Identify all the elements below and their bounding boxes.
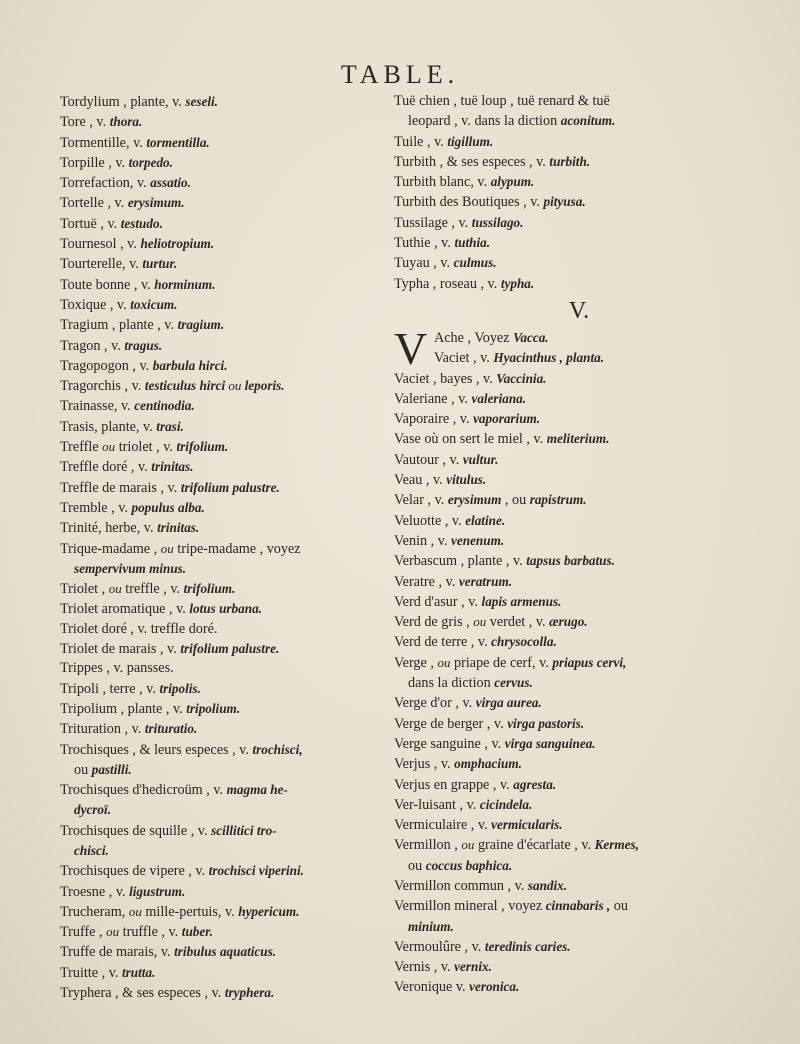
- latin-term: populus alba.: [131, 499, 205, 515]
- index-entry: [60, 214, 382, 234]
- latin-term: vernix.: [454, 959, 492, 975]
- latin-term: horminum.: [154, 276, 216, 292]
- index-entry: [434, 328, 764, 348]
- entry-text: Typha , roseau , v.: [394, 275, 501, 292]
- index-entry: [394, 233, 764, 253]
- entry-text: Verd de terre , v.: [394, 634, 492, 651]
- entry-text: verdet , v.: [486, 614, 550, 631]
- latin-term: typha.: [500, 275, 535, 291]
- index-entry: [60, 356, 382, 376]
- latin-term: tapsus barbatus.: [526, 553, 615, 569]
- conjunction: ou: [461, 837, 475, 853]
- entry-text: Trochisques d'hedicroüm , v.: [60, 782, 227, 799]
- index-entry: [394, 572, 764, 592]
- latin-term: Kermes,: [594, 837, 639, 853]
- entry-text: Verge ,: [394, 654, 438, 671]
- entry-text: Vaciet , v.: [434, 350, 494, 367]
- latin-term: chrysocolla.: [491, 634, 557, 650]
- latin-term: trifolium palustre.: [180, 641, 280, 657]
- entry-text: Torpille , v.: [60, 154, 129, 171]
- entry-text: Turbith blanc, v.: [394, 174, 491, 191]
- index-entry: [60, 599, 382, 619]
- entry-text: Venin , v.: [394, 532, 452, 549]
- latin-term: trochisci,: [252, 741, 303, 757]
- latin-term: tormentilla.: [146, 134, 210, 150]
- index-entry: [60, 821, 382, 841]
- entry-text: Vermillon commun , v.: [394, 877, 528, 894]
- entry-text: Tournesol , v.: [60, 236, 141, 253]
- entry-text: ou: [610, 898, 628, 915]
- latin-term: hypericum.: [238, 903, 300, 919]
- index-entry: [394, 632, 764, 652]
- latin-term: erysimum.: [127, 195, 185, 211]
- entry-text: Troesne , v.: [60, 883, 130, 900]
- entry-text: mille-pertuis, v.: [141, 903, 239, 920]
- index-entry: [394, 111, 764, 131]
- entry-text: Truffe de marais, v.: [60, 944, 175, 961]
- entry-text: Toute bonne , v.: [60, 276, 155, 293]
- latin-term: tigillum.: [447, 133, 494, 149]
- index-entry: [394, 815, 764, 835]
- entry-text: Trucheram,: [60, 903, 129, 920]
- entry-text: graine d'écarlate , v.: [474, 837, 595, 854]
- index-entry: [60, 861, 382, 881]
- right-bottom-list: [394, 369, 764, 998]
- latin-term: omphacium.: [454, 756, 522, 772]
- entry-text: Tremble , v.: [60, 499, 132, 516]
- conjunction: ou: [160, 540, 174, 556]
- latin-term: agresta.: [513, 776, 557, 792]
- latin-term: veronica.: [469, 979, 520, 995]
- index-entry: [394, 152, 764, 172]
- index-entry: [60, 539, 382, 559]
- right-top-list: [394, 92, 764, 294]
- latin-term: sempervivum minus.: [74, 560, 187, 576]
- conjunction: ou: [225, 378, 245, 394]
- index-entry: [60, 760, 382, 780]
- latin-term: torpedo.: [128, 154, 173, 170]
- index-entry: [394, 775, 764, 795]
- latin-term: trifolium.: [183, 581, 236, 597]
- index-entry: [394, 917, 764, 937]
- entry-text: Verge sanguine , v.: [394, 735, 505, 752]
- latin-term: chisci.: [74, 842, 109, 858]
- index-entry: [394, 132, 764, 152]
- latin-term: veratrum.: [458, 573, 512, 589]
- latin-term: trasi.: [156, 418, 184, 434]
- latin-term: barbula hirci.: [152, 357, 228, 373]
- entry-text: Vermiculaire , v.: [394, 817, 492, 834]
- index-entry: [60, 92, 382, 112]
- latin-term: tryphera.: [224, 985, 275, 1001]
- latin-term: tuber.: [181, 924, 213, 940]
- index-entry: [394, 253, 764, 273]
- entry-text: Triolet ,: [60, 581, 109, 598]
- entry-text: Trasis, plante, v.: [60, 418, 157, 435]
- entry-text: Tuyau , v.: [394, 255, 454, 272]
- index-entry: [60, 800, 382, 820]
- index-entry: [394, 470, 764, 490]
- entry-text: Tordylium , plante, v.: [60, 94, 186, 110]
- entry-text: Tuthie , v.: [394, 235, 455, 252]
- index-entry: [60, 153, 382, 173]
- latin-term: alypum.: [490, 174, 535, 190]
- index-entry: [60, 133, 382, 153]
- latin-term: turtur.: [142, 256, 178, 272]
- index-entry: [60, 942, 382, 962]
- entry-text: Veluotte , v.: [394, 512, 466, 529]
- dropcap-block: [394, 322, 764, 374]
- latin-term: culmus.: [453, 255, 497, 271]
- conjunction: ou: [473, 614, 487, 630]
- index-entry: [394, 795, 764, 815]
- index-entry: [60, 193, 382, 213]
- index-entry: [60, 922, 382, 942]
- latin-term: testiculus hirci: [144, 378, 226, 394]
- latin-term: Hyacinthus , planta.: [493, 350, 605, 366]
- latin-term: lapis armenus.: [481, 593, 562, 609]
- index-entry: [394, 592, 764, 612]
- index-entry: [394, 551, 764, 571]
- entry-text: Tripolium , plante , v.: [60, 700, 187, 717]
- entry-text: Tortuë , v.: [60, 215, 121, 232]
- entry-text: Trochisques , & leurs especes , v.: [60, 741, 253, 758]
- latin-term: Vacca.: [513, 329, 549, 345]
- latin-term: cinnabaris ,: [545, 898, 611, 914]
- entry-text: Vermillon ,: [394, 837, 462, 854]
- entry-text: Vaporaire , v.: [394, 411, 474, 428]
- entry-text: Vermoulûre , v.: [394, 938, 485, 955]
- entry-text: Verd de gris ,: [394, 614, 474, 631]
- index-entry: [60, 620, 382, 639]
- index-entry: [60, 275, 382, 295]
- entry-text: Verd d'asur , v.: [394, 593, 482, 610]
- entry-text: Trippes , v. pansses.: [60, 660, 174, 677]
- latin-term: trutta.: [122, 964, 156, 980]
- latin-term: toxicum.: [130, 296, 178, 312]
- section-heading-v: V.: [568, 297, 590, 324]
- latin-term: cicindela.: [479, 796, 533, 812]
- entry-text: Tortelle , v.: [60, 195, 128, 212]
- page-title: TABLE.: [340, 60, 460, 89]
- entry-text: Velar , v.: [394, 492, 448, 509]
- conjunction: ou: [106, 924, 120, 940]
- entry-text: leopard , v. dans la diction: [408, 113, 561, 130]
- entry-text: Tragium , plante , v.: [60, 317, 178, 334]
- latin-term: rapistrum.: [529, 492, 587, 508]
- entry-text: Triolet aromatique , v.: [60, 601, 190, 618]
- index-entry: [394, 192, 764, 212]
- entry-text: , ou: [501, 492, 530, 509]
- latin-term: tragus.: [124, 337, 163, 353]
- index-entry: [60, 315, 382, 335]
- latin-term: trochisci viperini.: [208, 863, 304, 879]
- index-entry: [60, 559, 382, 579]
- dropcap-list: [434, 328, 764, 369]
- entry-text: Tuile , v.: [394, 133, 448, 150]
- index-entry: [394, 531, 764, 551]
- latin-term: coccus baphica.: [425, 857, 513, 873]
- dropcap-letter: V: [394, 322, 428, 374]
- index-entry: [60, 457, 382, 477]
- latin-term: virga aurea.: [475, 695, 542, 711]
- index-entry: [394, 172, 764, 192]
- latin-term: trifolium.: [176, 439, 229, 455]
- entry-text: Vernis , v.: [394, 959, 455, 976]
- entry-text: Trochisques de vipere , v.: [60, 863, 209, 880]
- latin-term: trifolium palustre.: [180, 479, 280, 495]
- entry-text: Trique-madame ,: [60, 540, 161, 557]
- latin-term: Vaccinia.: [496, 370, 547, 386]
- latin-term: cervus.: [494, 675, 533, 691]
- index-entry: [60, 882, 382, 902]
- entry-text: Ache , Voyez: [434, 329, 514, 346]
- index-entry: [60, 376, 382, 396]
- index-entry: [394, 673, 764, 693]
- index-entry: [394, 612, 764, 632]
- index-entry: [394, 450, 764, 470]
- index-entry: [60, 478, 382, 498]
- latin-term: trinitas.: [157, 520, 200, 536]
- index-entry: [394, 213, 764, 233]
- entry-text: Torrefaction, v.: [60, 175, 151, 192]
- index-entry: [394, 490, 764, 510]
- entry-text: Truffe ,: [60, 924, 107, 941]
- index-entry: [60, 417, 382, 437]
- entry-text: Tryphera , & ses especes , v.: [60, 985, 225, 1002]
- entry-text: Verge d'or , v.: [394, 695, 476, 712]
- index-entry: [60, 234, 382, 254]
- latin-term: tripolium.: [186, 700, 241, 716]
- entry-text: Verjus , v.: [394, 756, 455, 773]
- conjunction: ou: [437, 654, 451, 670]
- entry-text: Valeriane , v.: [394, 390, 472, 407]
- entry-text: Triolet doré , v. treffle doré.: [60, 620, 218, 637]
- index-entry: [60, 780, 382, 800]
- latin-term: centinodia.: [134, 398, 195, 414]
- entry-text: treffle , v.: [121, 581, 184, 598]
- index-entry: [394, 896, 764, 916]
- index-entry: [394, 957, 764, 977]
- index-entry: [60, 679, 382, 699]
- entry-text: Tripoli , terre , v.: [60, 680, 160, 697]
- latin-term: turbith.: [549, 153, 591, 169]
- entry-text: Tore , v.: [60, 114, 110, 131]
- index-entry: [394, 653, 764, 673]
- index-entry: [60, 173, 382, 193]
- latin-term: seseli.: [185, 94, 218, 109]
- latin-term: valeriana.: [471, 390, 527, 406]
- latin-term: virga sanguinea.: [504, 735, 596, 751]
- latin-term: lotus urbana.: [189, 601, 262, 617]
- conjunction: ou: [108, 581, 122, 597]
- entry-text: Triolet de marais , v.: [60, 641, 181, 658]
- latin-term: vitulus.: [446, 472, 487, 488]
- latin-term: leporis.: [244, 378, 285, 394]
- index-entry: [60, 639, 382, 659]
- entry-text: Turbith des Boutiques , v.: [394, 194, 544, 211]
- latin-term: thora.: [109, 114, 143, 130]
- entry-text: Vase où on sert le miel , v.: [394, 431, 547, 448]
- latin-term: tragium.: [177, 317, 225, 333]
- latin-term: scillitici tro-: [211, 822, 277, 838]
- index-entry: [394, 714, 764, 734]
- entry-text: ou: [408, 857, 426, 874]
- latin-term: pastilli.: [91, 761, 132, 777]
- entry-text: Vaciet , bayes , v.: [394, 370, 497, 387]
- index-entry: [60, 699, 382, 719]
- entry-text: Tragon , v.: [60, 337, 125, 354]
- index-entry: [60, 396, 382, 416]
- latin-term: meliterium.: [546, 431, 610, 447]
- index-entry: [394, 937, 764, 957]
- index-entry: [394, 977, 764, 997]
- index-entry: [60, 963, 382, 983]
- latin-term: tuthia.: [454, 235, 491, 251]
- index-entry: [60, 841, 382, 861]
- entry-text: Tourterelle, v.: [60, 256, 143, 273]
- latin-term: teredinis caries.: [484, 938, 571, 954]
- index-entry: [60, 112, 382, 132]
- index-entry: [434, 348, 764, 368]
- index-entry: [60, 902, 382, 922]
- latin-term: vaporarium.: [473, 411, 541, 427]
- conjunction: ou: [102, 439, 116, 455]
- index-entry: [60, 579, 382, 599]
- index-entry: [394, 274, 764, 294]
- entry-text: truffle , v.: [119, 924, 182, 941]
- index-entry: [394, 876, 764, 896]
- index-entry: [394, 92, 764, 111]
- latin-term: priapus cervi,: [552, 654, 627, 670]
- entry-text: Veratre , v.: [394, 573, 459, 590]
- latin-term: heliotropium.: [140, 236, 215, 252]
- index-entry: [60, 254, 382, 274]
- latin-term: magma he-: [226, 782, 288, 798]
- index-entry: [60, 719, 382, 739]
- entry-text: triolet , v.: [115, 439, 177, 456]
- entry-text: Verjus en grappe , v.: [394, 776, 514, 793]
- entry-text: Vautour , v.: [394, 451, 463, 468]
- entry-text: Toxique , v.: [60, 296, 131, 313]
- index-entry: [394, 409, 764, 429]
- entry-text: Trainasse, v.: [60, 398, 135, 415]
- latin-term: virga pastoris.: [507, 715, 585, 731]
- entry-text: Veau , v.: [394, 472, 447, 489]
- index-entry: [394, 856, 764, 876]
- latin-term: tribulus aquaticus.: [174, 944, 277, 960]
- entry-text: Vermillon mineral , voyez: [394, 898, 546, 915]
- entry-text: tripe-madame , voyez: [173, 540, 301, 557]
- latin-term: aconitum.: [560, 113, 616, 129]
- entry-text: Turbith , & ses especes , v.: [394, 153, 550, 170]
- index-entry: [394, 734, 764, 754]
- entry-text: Treffle doré , v.: [60, 459, 152, 476]
- latin-term: testudo.: [120, 215, 163, 231]
- index-entry: [60, 518, 382, 538]
- left-column: [60, 92, 382, 1003]
- right-column: [394, 92, 764, 998]
- index-entry: [394, 754, 764, 774]
- entry-text: dans la diction: [408, 675, 495, 692]
- latin-term: dycroï.: [74, 802, 111, 818]
- entry-text: Tuë chien , tuë loup , tuë renard & tuë: [394, 93, 610, 109]
- entry-text: Truitte , v.: [60, 964, 123, 981]
- entry-text: Trituration , v.: [60, 721, 145, 738]
- latin-term: vultur.: [462, 451, 499, 467]
- entry-text: Treffle de marais , v.: [60, 479, 181, 496]
- index-entry: [60, 740, 382, 760]
- index-entry: [60, 336, 382, 356]
- latin-term: tripolis.: [159, 680, 201, 696]
- entry-text: Veronique v.: [394, 979, 470, 996]
- entry-text: Tormentille, v.: [60, 134, 147, 151]
- latin-term: tussilago.: [471, 214, 524, 230]
- entry-text: Tragorchis , v.: [60, 378, 145, 395]
- latin-term: erysimum: [447, 492, 502, 508]
- latin-term: elatine.: [465, 512, 506, 528]
- entry-text: Tragopogon , v.: [60, 357, 153, 374]
- entry-text: Trochisques de squille , v.: [60, 822, 212, 839]
- index-entry: [394, 369, 764, 389]
- index-entry: [60, 295, 382, 315]
- entry-text: Tussilage , v.: [394, 214, 472, 231]
- index-entry: [394, 511, 764, 531]
- latin-term: ligustrum.: [129, 883, 186, 899]
- entry-text: priape de cerf, v.: [450, 654, 553, 671]
- entry-text: Trinité, herbe, v.: [60, 520, 158, 537]
- index-entry: [394, 693, 764, 713]
- index-entry: [394, 389, 764, 409]
- entry-text: Verge de berger , v.: [394, 715, 508, 732]
- latin-term: sandix.: [527, 877, 568, 893]
- index-entry: [60, 659, 382, 678]
- index-entry: [60, 498, 382, 518]
- latin-term: venenum.: [451, 532, 505, 548]
- latin-term: minium.: [408, 918, 454, 934]
- latin-term: trinitas.: [151, 459, 194, 475]
- latin-term: pityusa.: [543, 194, 586, 210]
- conjunction: ou: [128, 903, 142, 919]
- entry-text: Treffle: [60, 439, 103, 456]
- latin-term: assatio.: [150, 175, 191, 191]
- index-entry: [60, 983, 382, 1003]
- entry-text: Verbascum , plante , v.: [394, 553, 527, 570]
- index-entry: [394, 835, 764, 855]
- latin-term: ærugo.: [549, 614, 588, 630]
- index-entry: [394, 429, 764, 449]
- latin-term: vermicularis.: [491, 817, 563, 833]
- entry-text: ou: [74, 761, 92, 778]
- index-entry: [60, 437, 382, 457]
- latin-term: trituratio.: [144, 721, 198, 737]
- entry-text: Ver-luisant , v.: [394, 796, 480, 813]
